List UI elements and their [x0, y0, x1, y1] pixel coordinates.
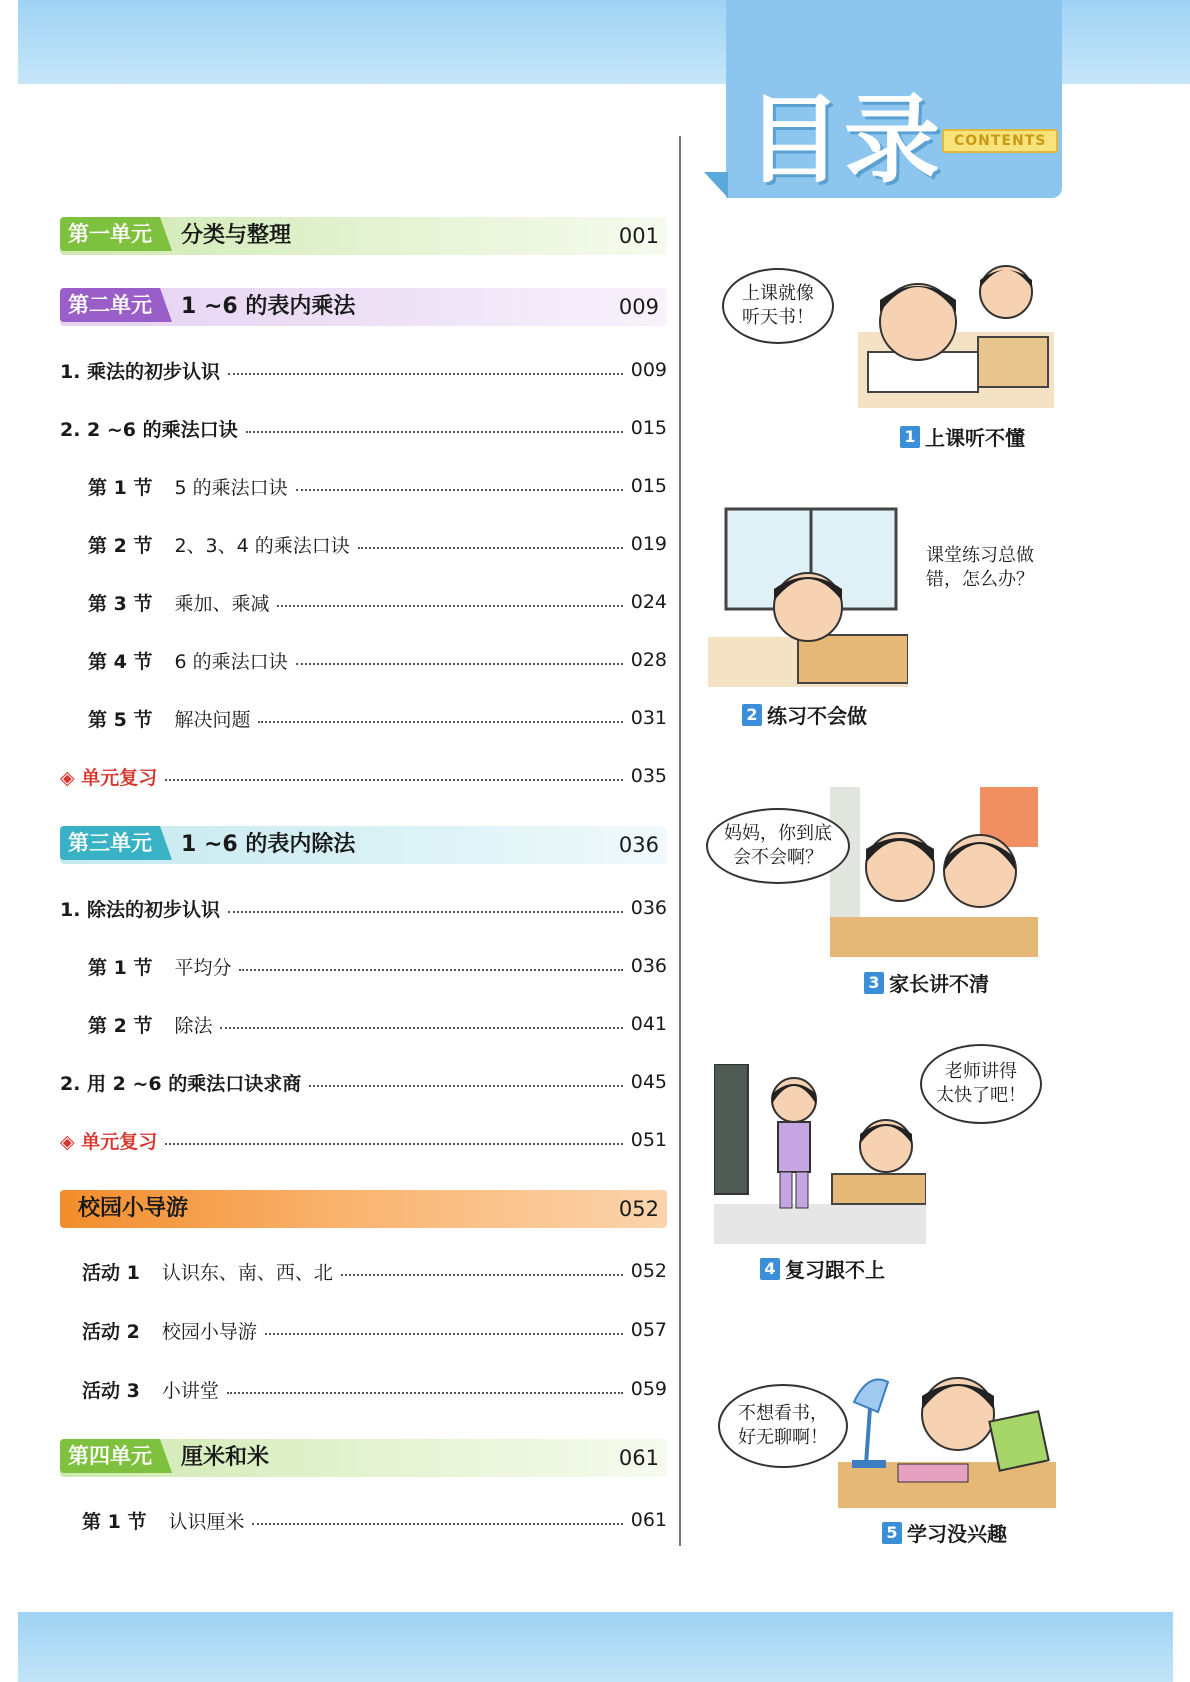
unit-bar-2[interactable] [60, 288, 667, 326]
panel-number: 1 [900, 426, 920, 448]
toc-entry[interactable] [82, 1256, 667, 1286]
parent-child-illustration [830, 787, 1038, 957]
classroom-desk-illustration [858, 252, 1054, 408]
unit-label: 第四单元 [60, 1439, 160, 1473]
toc-entry[interactable] [82, 1315, 667, 1345]
bubble-text: 不想看书， 好无聊啊！ [738, 1402, 828, 1448]
contents-badge: CONTENTS [942, 129, 1058, 153]
entry-page: 024 [630, 591, 667, 613]
leader-dots [227, 1392, 623, 1394]
entry-page: 036 [630, 897, 667, 919]
entry-label: 1. 乘法的初步认识 [60, 360, 221, 383]
entry-label: 认识东、南、西、北 [161, 1261, 333, 1284]
caption-text: 学习没兴趣 [907, 1522, 1007, 1546]
study-window-illustration [708, 507, 908, 687]
entry-page: 052 [630, 1260, 667, 1282]
leader-dots [228, 911, 623, 913]
leader-dots [246, 431, 623, 433]
bubble-text: 老师讲得 太快了吧！ [936, 1060, 1026, 1106]
entry-page: 019 [630, 533, 667, 555]
leader-dots [228, 373, 623, 375]
toc-entry[interactable] [88, 471, 667, 501]
panel-caption-1 [900, 422, 1025, 451]
toc-entry[interactable] [82, 1374, 667, 1404]
leader-dots [165, 1143, 623, 1145]
unit-page: 001 [618, 224, 659, 248]
entry-page: 031 [630, 707, 667, 729]
leader-dots [220, 1027, 622, 1029]
entry-page: 061 [630, 1509, 667, 1531]
entry-label: 2. 2 ~6 的乘法口诀 [60, 418, 238, 441]
panel-number: 5 [882, 1522, 902, 1544]
panel-number: 3 [864, 972, 884, 994]
leader-dots [258, 721, 622, 723]
entry-page: 036 [630, 955, 667, 977]
section-number: 第 3 节 [88, 592, 153, 615]
entry-page: 041 [630, 1013, 667, 1035]
entry-page: 035 [630, 765, 667, 787]
speech-bubble-5 [718, 1384, 848, 1468]
unit-title: 1 ~6 的表内除法 [181, 832, 356, 857]
unit-title: 校园小导游 [78, 1196, 189, 1221]
entry-label: 除法 [174, 1014, 213, 1037]
unit-page: 036 [618, 833, 659, 857]
caption-text: 上课听不懂 [925, 426, 1025, 450]
section-number: 活动 1 [82, 1261, 140, 1284]
toc-entry[interactable] [88, 951, 667, 981]
leader-dots [239, 969, 622, 971]
comic-panel-3 [830, 787, 1038, 957]
unit-page: 061 [618, 1446, 659, 1470]
leader-dots [358, 547, 623, 549]
unit-page: 009 [618, 295, 659, 319]
entry-label: 2、3、4 的乘法口诀 [174, 534, 350, 557]
toc-entry[interactable] [60, 355, 667, 385]
entry-label: 小讲堂 [161, 1379, 219, 1402]
entry-page: 051 [630, 1129, 667, 1151]
entry-label: 解决问题 [174, 708, 251, 731]
section-number: 第 2 节 [88, 1014, 153, 1037]
leader-dots [252, 1523, 622, 1525]
entry-label: ◈ 单元复习 [60, 1130, 158, 1153]
leader-dots [309, 1085, 622, 1087]
unit-title: 厘米和米 [181, 1445, 270, 1470]
unit-title: 分类与整理 [181, 223, 292, 248]
bubble-text: 上课就像 听天书！ [742, 282, 814, 328]
toc-entry-review[interactable] [60, 1125, 667, 1155]
toc-entry[interactable] [60, 413, 667, 443]
panel-caption-2 [742, 700, 867, 729]
teacher-board-illustration [714, 1064, 926, 1244]
panel-caption-3 [864, 968, 989, 997]
bubble-text: 课堂练习总做 错，怎么办？ [926, 544, 1034, 590]
entry-label: 认识厘米 [168, 1510, 245, 1533]
section-number: 活动 2 [82, 1320, 140, 1343]
entry-label: 5 的乘法口诀 [174, 476, 288, 499]
toc-entry[interactable] [82, 1505, 667, 1535]
page-title: 目录 [746, 84, 942, 196]
column-divider [679, 136, 681, 1546]
bored-reading-illustration [838, 1352, 1056, 1508]
entry-page: 015 [630, 475, 667, 497]
toc-entry[interactable] [60, 1067, 667, 1097]
section-number: 第 2 节 [88, 534, 153, 557]
entry-label: 乘加、乘减 [174, 592, 270, 615]
entry-label: 校园小导游 [161, 1320, 257, 1343]
unit-label: 第二单元 [60, 288, 160, 322]
section-number: 活动 3 [82, 1379, 140, 1402]
entry-label: 6 的乘法口诀 [174, 650, 288, 673]
section-number: 第 1 节 [82, 1510, 147, 1533]
speech-bubble-1 [722, 268, 834, 344]
unit-bar-campus-guide[interactable] [60, 1190, 667, 1228]
leader-dots [341, 1274, 623, 1276]
unit-page: 052 [618, 1197, 659, 1221]
caption-text: 练习不会做 [767, 704, 867, 728]
entry-page: 059 [630, 1378, 667, 1400]
caption-text: 家长讲不清 [889, 972, 989, 996]
title-tab-fold [704, 172, 728, 198]
entry-label: 2. 用 2 ~6 的乘法口诀求商 [60, 1072, 302, 1095]
leader-dots [165, 779, 623, 781]
toc-entry[interactable] [88, 587, 667, 617]
entry-page: 057 [630, 1319, 667, 1341]
toc-entry[interactable] [88, 529, 667, 559]
entry-label: ◈ 单元复习 [60, 766, 158, 789]
leader-dots [277, 605, 622, 607]
entry-label: 平均分 [174, 956, 232, 979]
unit-label: 第一单元 [60, 217, 160, 251]
entry-page: 028 [630, 649, 667, 671]
comic-panel-1 [858, 252, 1054, 408]
leader-dots [265, 1333, 623, 1335]
leader-dots [296, 489, 623, 491]
section-number: 第 5 节 [88, 708, 153, 731]
comic-panel-2 [708, 507, 908, 687]
unit-bar-3[interactable] [60, 826, 667, 864]
toc-entry[interactable] [88, 645, 667, 675]
entry-label: 1. 除法的初步认识 [60, 898, 221, 921]
section-number: 第 4 节 [88, 650, 153, 673]
bubble-text: 妈妈，你到底 会不会啊？ [724, 822, 832, 868]
section-number: 第 1 节 [88, 476, 153, 499]
panel-caption-5 [882, 1518, 1007, 1547]
section-number: 第 1 节 [88, 956, 153, 979]
entry-page: 045 [630, 1071, 667, 1093]
bottom-decor-band [18, 1612, 1173, 1682]
panel-number: 2 [742, 704, 762, 726]
comic-panel-4 [714, 1064, 926, 1244]
toc-entry[interactable] [88, 1009, 667, 1039]
unit-title: 1 ~6 的表内乘法 [181, 294, 356, 319]
panel-caption-4 [760, 1254, 885, 1283]
caption-text: 复习跟不上 [785, 1258, 885, 1282]
unit-label: 第三单元 [60, 826, 160, 860]
panel-number: 4 [760, 1258, 780, 1280]
speech-bubble-2 [910, 528, 1050, 608]
toc-entry-review[interactable] [60, 761, 667, 791]
entry-page: 009 [630, 359, 667, 381]
unit-bar-1[interactable] [60, 217, 667, 255]
speech-bubble-3 [706, 808, 850, 884]
comic-panel-5 [838, 1352, 1056, 1508]
unit-bar-4[interactable] [60, 1439, 667, 1477]
entry-page: 015 [630, 417, 667, 439]
toc-entry[interactable] [88, 703, 667, 733]
speech-bubble-4 [920, 1044, 1042, 1124]
toc-entry[interactable] [60, 893, 667, 923]
leader-dots [296, 663, 623, 665]
